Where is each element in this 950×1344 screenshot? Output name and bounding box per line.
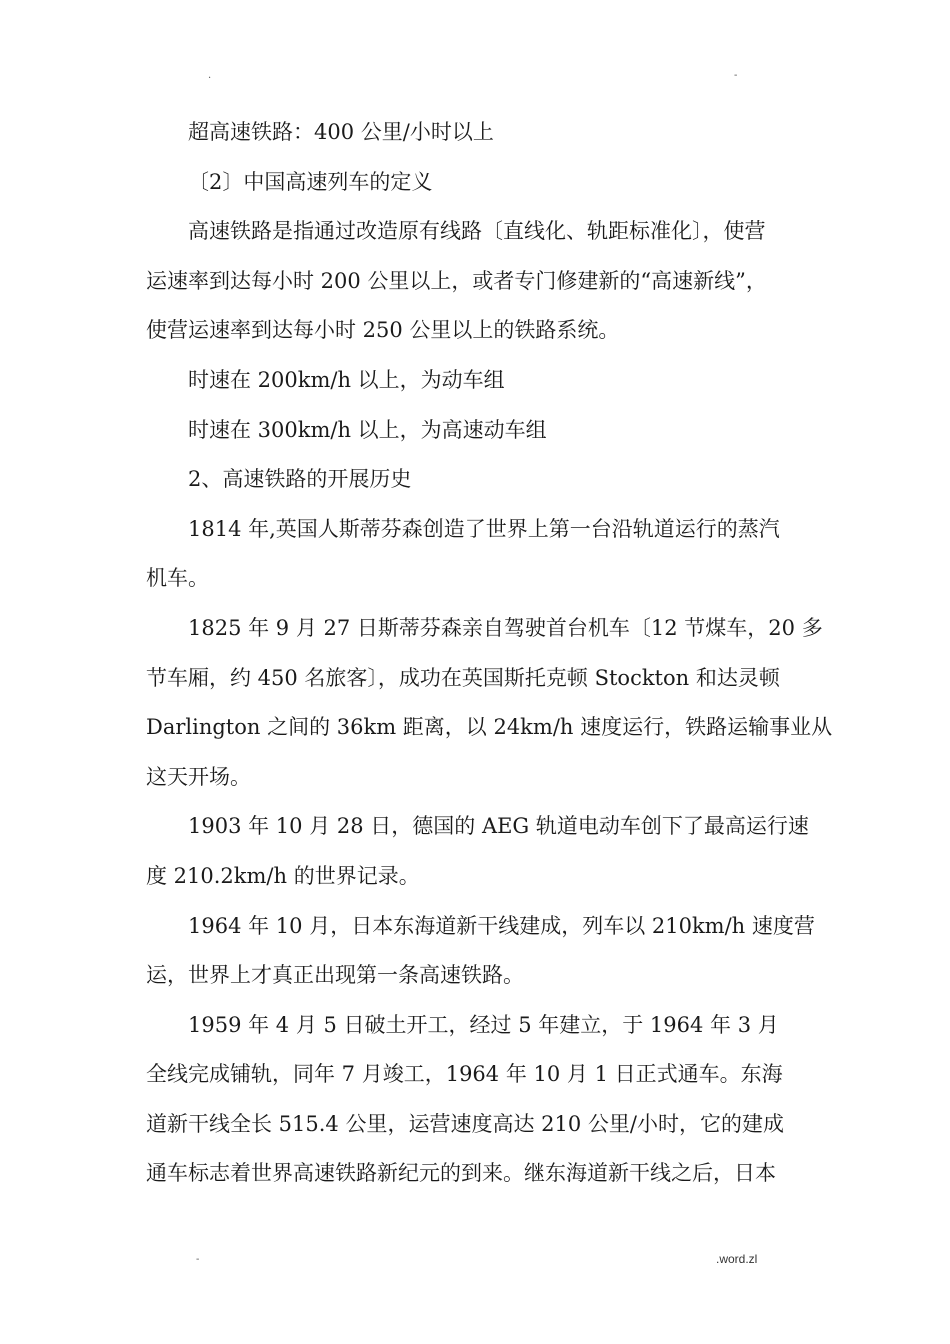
text-line: 度 210.2km/h 的世界记录。 xyxy=(146,863,420,888)
text-line: 道新干线全长 515.4 公里，运营速度高达 210 公里/小时，它的建成 xyxy=(146,1111,784,1136)
text-line: 时速在 300km/h 以上，为高速动车组 xyxy=(188,417,547,442)
header-left-mark: . xyxy=(208,70,212,81)
text-line: 1903 年 10 月 28 日，德国的 AEG 轨道电动车创下了最高运行速 xyxy=(188,814,809,839)
text-line: 节车厢，约 450 名旅客〕，成功在英国斯托克顿 Stockton 和达灵顿 xyxy=(146,665,780,690)
document-body xyxy=(146,108,833,1199)
text-line: 使营运速率到达每小时 250 公里以上的铁路系统。 xyxy=(146,318,620,343)
text-line: 1964 年 10 月，日本东海道新干线建成，列车以 210km/h 速度营 xyxy=(188,913,815,938)
text-line: 运，世界上才真正出现第一条高速铁路。 xyxy=(146,963,524,988)
text-line: 高速铁路是指通过改造原有线路〔直线化、轨距标准化〕，使营 xyxy=(188,219,766,244)
footer-watermark: .word.zl xyxy=(716,1252,758,1266)
text-line: 超高速铁路：400 公里/小时以上 xyxy=(188,120,494,144)
text-line: 1825 年 9 月 27 日斯蒂芬森亲自驾驶首台机车〔12 节煤车，20 多 xyxy=(188,615,823,640)
text-line: 机车。 xyxy=(146,566,209,591)
text-line: 运速率到达每小时 200 公里以上，或者专门修建新的“高速新线”， xyxy=(146,268,767,293)
text-line: 时速在 200km/h 以上，为动车组 xyxy=(188,367,505,392)
header-right-mark: - xyxy=(734,70,738,81)
text-line: Darlington 之间的 36km 距离，以 24km/h 速度运行，铁路运输事业从 xyxy=(146,715,833,740)
text-line: 通车标志着世界高速铁路新纪元的到来。继东海道新干线之后，日本 xyxy=(146,1161,776,1186)
text-line: 2、高速铁路的开展历史 xyxy=(188,467,412,492)
text-line: 全线完成铺轨，同年 7 月竣工，1964 年 10 月 1 日正式通车。东海 xyxy=(146,1062,783,1087)
text-line: 1814 年,英国人斯蒂芬森创造了世界上第一台沿轨道运行的蒸汽 xyxy=(188,516,780,541)
text-line: 这天开场。 xyxy=(146,764,251,789)
footer-left-mark: - xyxy=(196,1254,200,1265)
text-line: 〔2〕中国高速列车的定义 xyxy=(188,169,433,194)
text-line: 1959 年 4 月 5 日破土开工，经过 5 年建立，于 1964 年 3 月 xyxy=(188,1012,779,1037)
